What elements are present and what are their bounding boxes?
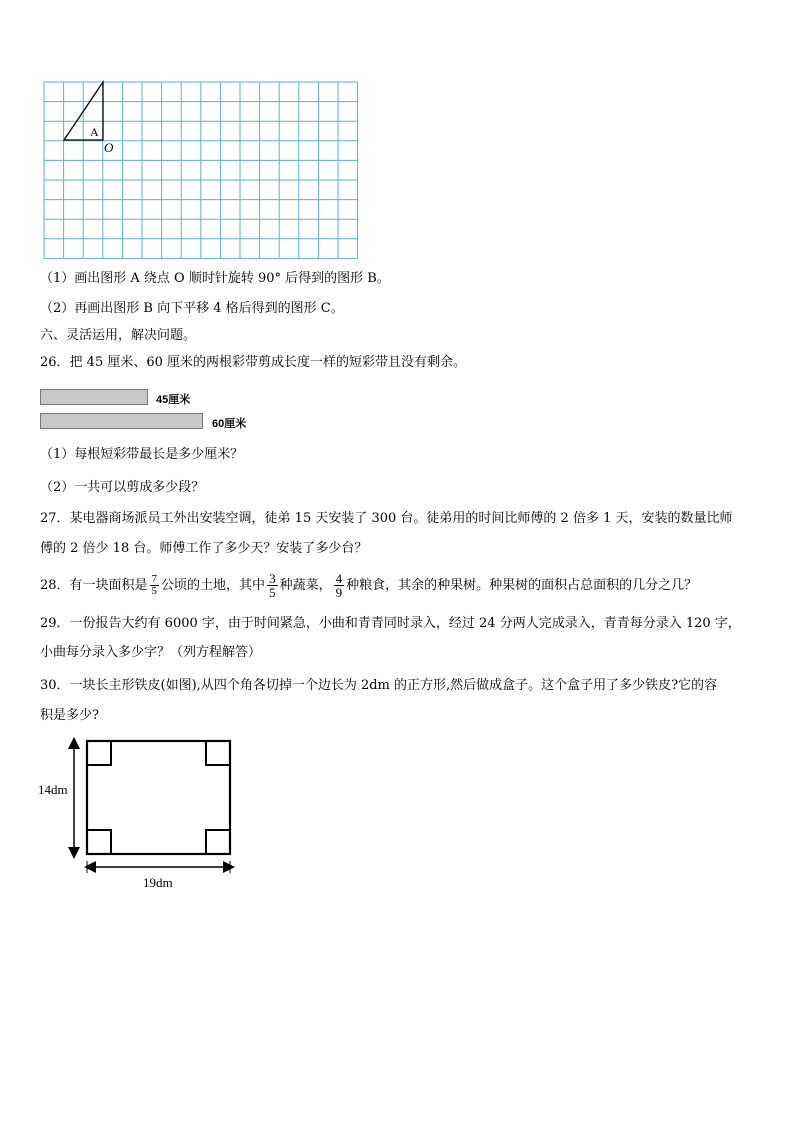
corner-square-tr [206,741,230,765]
label-o: O [104,140,114,155]
corner-square-br [206,830,230,854]
width-label: 19dm [143,875,173,890]
fraction-4-9 [334,572,345,599]
q26-part2: （2）一共可以剪成多少段？ [40,480,205,495]
fraction-3-5 [267,572,278,599]
q30-line2: 积是多少? [40,708,99,723]
q29-line2: 小曲每分录入多少字？（列方程解答） [40,645,262,660]
grid-lines [44,82,358,258]
q27-line2: 傅的 2 倍少 18 台。师傅工作了多少天？安装了多少台？ [40,541,368,556]
q26-part1: （1）每根短彩带最长是多少厘米？ [40,447,244,462]
corner-square-bl [87,830,111,854]
q28-text-2: 公顷的土地，其中 [161,578,266,593]
label-a: A [90,125,99,139]
q28-text-3: 种蔬菜， [279,578,332,593]
q26-text: 26．把 45 厘米、60 厘米的两根彩带剪成长度一样的短彩带且没有剩余。 [40,355,467,370]
fraction-denominator: 5 [151,585,158,597]
q27-line1: 27．某电器商场派员工外出安装空调，徒弟 15 天安装了 300 台。徒弟用的时间比师傅的 2 倍多 1 天，安装的数量比师 [40,511,733,526]
height-label: 14dm [38,782,68,797]
q28-text-4: 种粮食，其余的种果树。种果树的面积占总面积的几分之几？ [346,578,698,593]
ribbon-bar-45 [40,389,148,405]
q28-line [40,572,697,600]
fraction-denominator: 5 [269,585,276,600]
fraction-numerator: 7 [151,573,158,585]
q30-line1: 30．一块长主形铁皮(如图),从四个角各切掉一个边长为 2dm 的正方形,然后做成盒子。这个盒子用了多少铁皮?它的容 [40,678,718,693]
ribbon-label-45: 45厘米 [156,394,191,406]
fraction-numerator: 4 [335,571,343,586]
ribbon-label-60: 60厘米 [212,418,247,430]
iron-sheet-diagram [36,735,246,895]
corner-square-tl [87,741,111,765]
fraction-numerator: 3 [269,571,276,586]
q29-line1: 29．一份报告大约有 6000 字，由于时间紧急，小曲和青青同时录入，经过 24 分两人完成录入，青青每分录入 120 字， [40,616,741,631]
sheet-outline [87,741,230,854]
section-six-heading: 六、灵活运用，解决问题。 [40,328,197,343]
fraction-denominator: 9 [335,585,343,600]
q25-part1: （1）画出图形 A 绕点 O 顺时针旋转 90° 后得到的图形 B。 [40,271,390,286]
q28-text-1: 28．有一块面积是 [40,578,148,593]
ribbon-bar-60 [40,413,203,429]
grid-figure [40,78,370,263]
fraction-7-5 [150,574,160,597]
q25-part2: （2）再画出图形 B 向下平移 4 格后得到的图形 C。 [40,301,344,316]
